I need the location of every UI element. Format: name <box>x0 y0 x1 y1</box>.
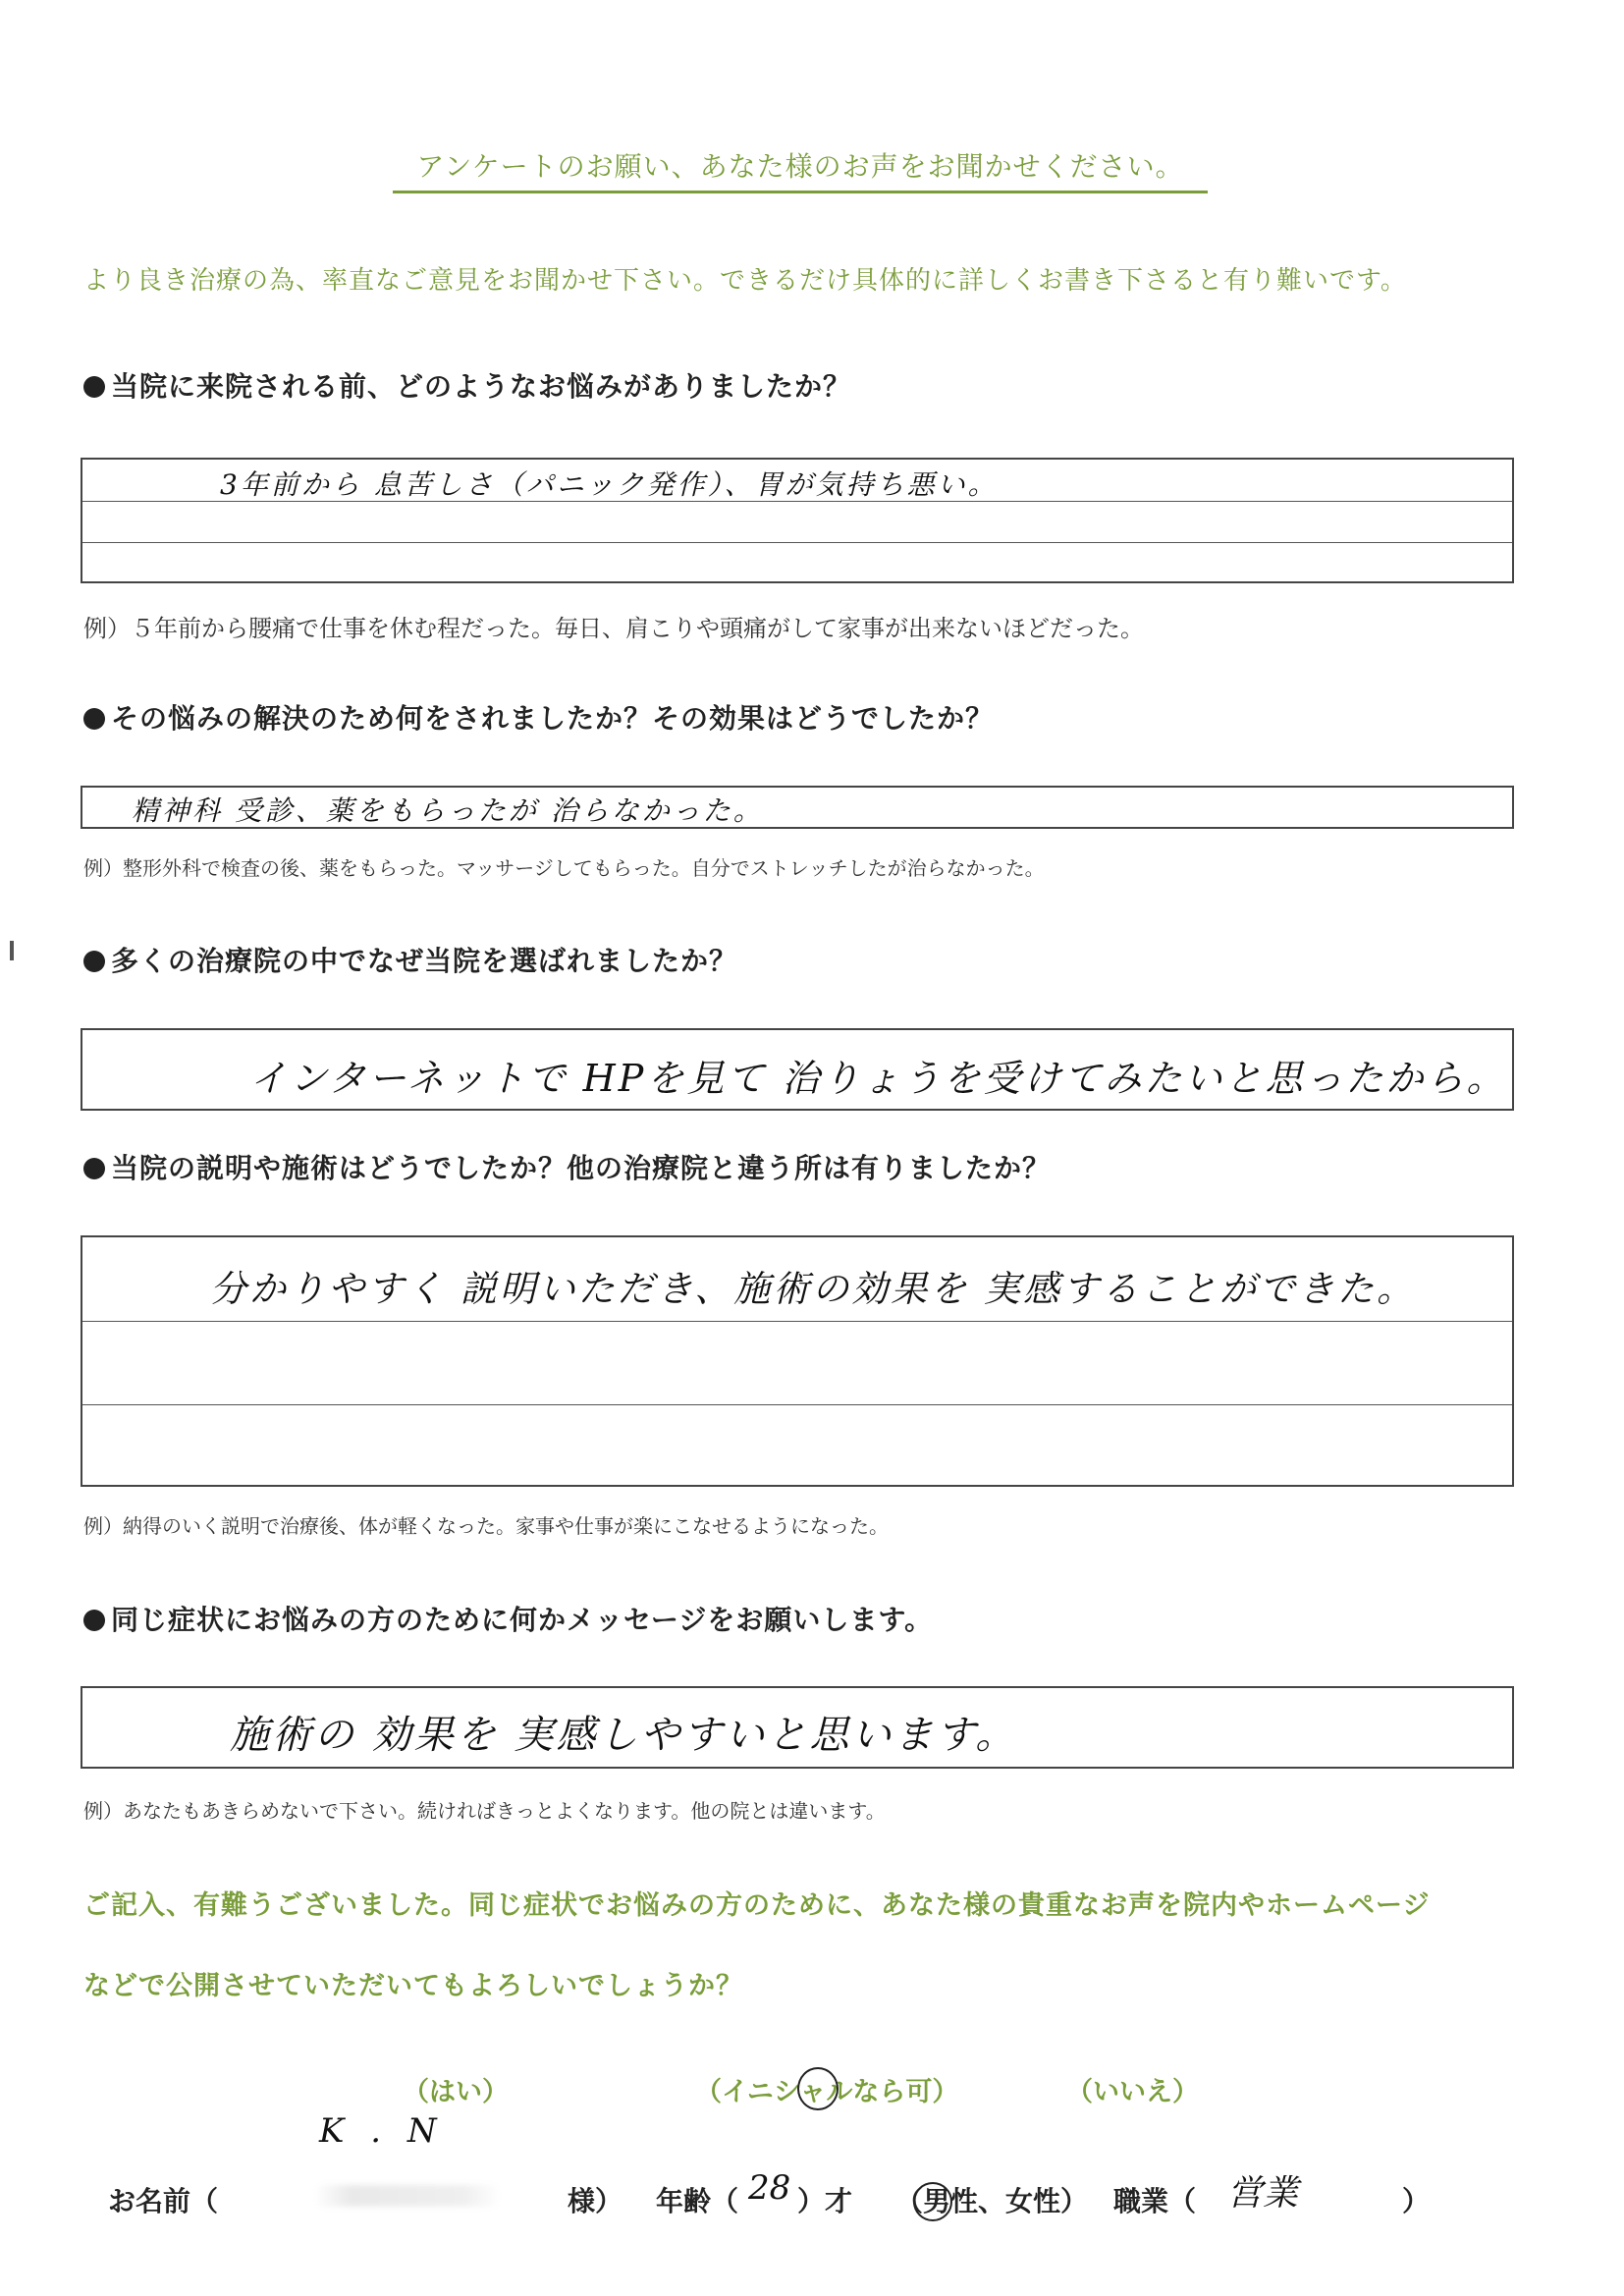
initials-written: K . N <box>319 2111 445 2151</box>
answer-box-4 <box>81 1235 1514 1487</box>
job-value: 営業 <box>1227 2173 1299 2214</box>
bullet-icon <box>83 1158 105 1179</box>
page-title: アンケートのお願い、あなた様のお声をお聞かせください。 <box>393 145 1208 193</box>
name-label: お名前（ <box>108 2185 219 2217</box>
example-4: 例）納得のいく説明で治療後、体が軽くなった。家事や仕事が楽にこなせるようになった。 <box>83 1514 889 1538</box>
question-1 <box>83 365 851 405</box>
answer-1: 3年前から 息苦しさ（パニック発作）、胃が気持ち悪い。 <box>220 468 999 501</box>
redacted-name <box>314 2185 501 2207</box>
consent-initial[interactable]: （イニシャルなら可） <box>695 2077 959 2107</box>
answer-box-5 <box>81 1686 1514 1769</box>
consent-yes[interactable]: （はい） <box>403 2077 509 2107</box>
answer-box-2 <box>81 786 1514 829</box>
question-4-label: 当院の説明や施術はどうでしたか？他の治療院と違う所は有りましたか？ <box>111 1152 1052 1184</box>
gender-circle <box>913 2182 952 2221</box>
answer-5: 施術の 効果を 実感しやすいと思います。 <box>230 1713 1018 1758</box>
margin-mark <box>10 941 14 960</box>
age-suffix: ）才 <box>797 2185 853 2217</box>
question-5-label: 同じ症状にお悩みの方のために何かメッセージをお願いします。 <box>111 1604 934 1636</box>
answer-box-1 <box>81 458 1514 583</box>
question-5 <box>83 1599 933 1638</box>
example-5: 例）あなたもあきらめないで下さい。続ければきっとよくなります。他の院とは違います。 <box>83 1799 886 1823</box>
intro-text: より良き治療の為、率直なご意見をお聞かせ下さい。できるだけ具体的に詳しくお書き下さると有り難いです。 <box>83 266 1407 296</box>
age-value: 28 <box>748 2168 791 2208</box>
bullet-icon <box>83 708 105 730</box>
question-2 <box>83 697 994 737</box>
rule-line <box>82 542 1512 543</box>
example-2: 例）整形外科で検査の後、薬をもらった。マッサージしてもらった。自分でストレッチしたが治らなかった。 <box>83 856 1045 880</box>
sama-label: 様） <box>568 2185 623 2217</box>
answer-4: 分かりやすく 説明いただき、施術の効果を 実感することができた。 <box>210 1268 1417 1310</box>
rule-line <box>82 1404 1512 1405</box>
question-4 <box>83 1147 1051 1186</box>
question-3 <box>83 940 737 979</box>
bullet-icon <box>83 1610 105 1631</box>
selection-circle <box>797 2067 839 2110</box>
question-3-label: 多くの治療院の中でなぜ当院を選ばれましたか？ <box>111 945 738 977</box>
bullet-icon <box>83 376 105 398</box>
closing-line-2: などで公開させていただいてもよろしいでしょうか？ <box>83 1971 743 2001</box>
job-label: 職業（ <box>1113 2185 1197 2217</box>
age-label: 年齢（ <box>656 2185 739 2217</box>
closing-line-1: ご記入、有難うございました。同じ症状でお悩みの方のために、あなた様の貴重なお声を院内やホームページ <box>83 1890 1431 1921</box>
consent-no[interactable]: （いいえ） <box>1066 2077 1199 2107</box>
bullet-icon <box>83 951 105 972</box>
job-close: ） <box>1402 2185 1431 2217</box>
example-1: 例）５年前から腰痛で仕事を休む程だった。毎日、肩こりや頭痛がして家事が出来ないほどだった。 <box>83 615 1144 642</box>
question-1-label: 当院に来院される前、どのようなお悩みがありましたか？ <box>111 370 852 403</box>
answer-box-3 <box>81 1028 1514 1111</box>
gender-options: （男性、女性） <box>895 2185 1089 2217</box>
answer-2: 精神科 受診、薬をもらったが 治らなかった。 <box>132 794 764 827</box>
question-2-label: その悩みの解決のため何をされましたか？その効果はどうでしたか？ <box>111 702 995 735</box>
rule-line <box>82 1321 1512 1322</box>
answer-3: インターネットで HPを見て 治りょうを受けてみたいと思ったから。 <box>249 1057 1507 1100</box>
